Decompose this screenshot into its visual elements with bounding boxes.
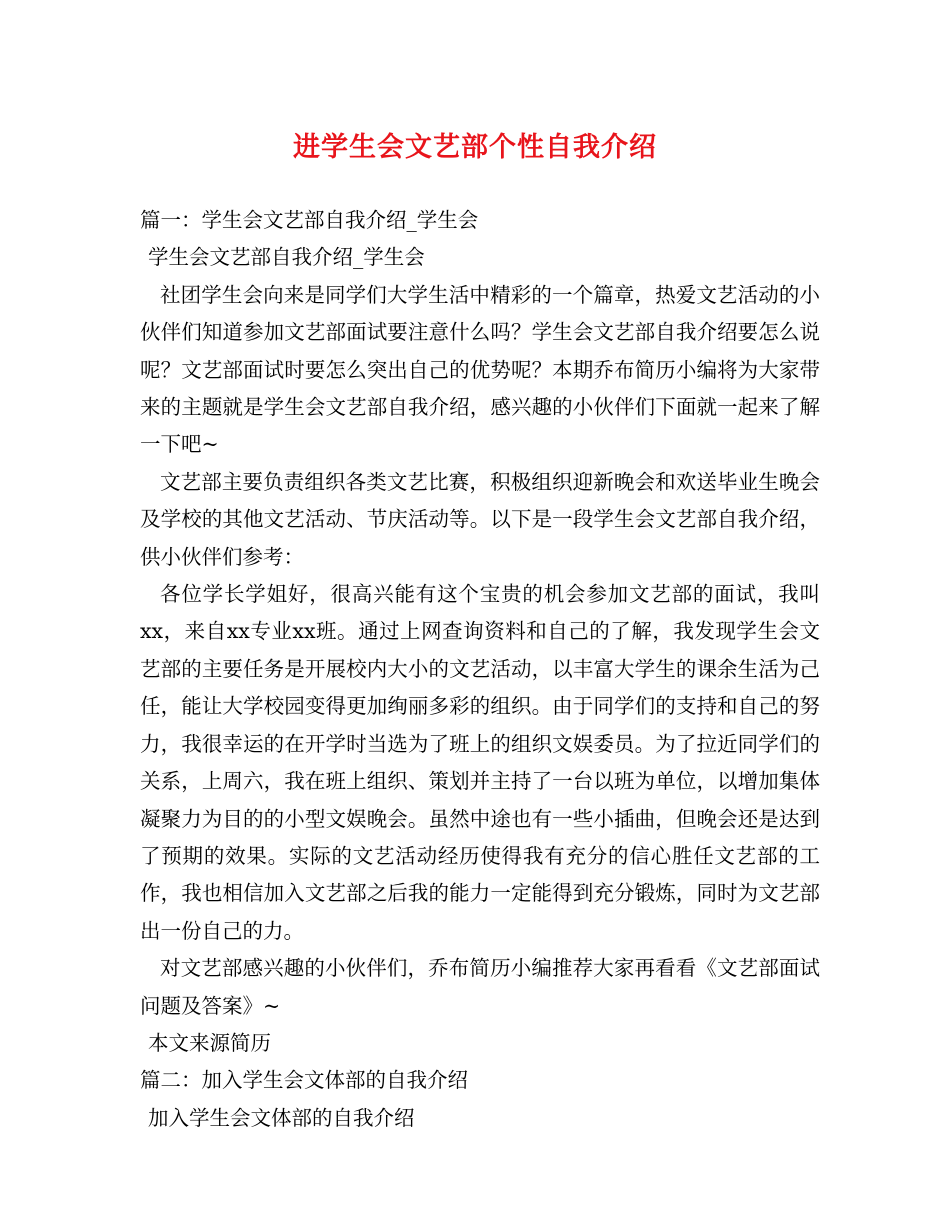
paragraph-department-duties: 文艺部主要负责组织各类文艺比赛，积极组织迎新晚会和欢送毕业生晚会及学校的其他文艺活动、节庆活动等。以下是一段学生会文艺部自我介绍，供小伙伴们参考：	[140, 469, 820, 569]
document-title: 进学生会文艺部个性自我介绍	[293, 132, 657, 163]
article-subtitle-2: 加入学生会文体部的自我介绍	[148, 1105, 415, 1130]
paragraph-recommendation: 对文艺部感兴趣的小伙伴们，乔布简历小编推荐大家再看看《文艺部面试问题及答案》~	[140, 956, 820, 1018]
section-heading-2: 篇二：加入学生会文体部的自我介绍	[140, 1068, 468, 1093]
paragraph-intro: 社团学生会向来是同学们大学生活中精彩的一个篇章，热爱文艺活动的小伙伴们知道参加文艺部面试要注意什么吗？学生会文艺部自我介绍要怎么说呢？文艺部面试时要怎么突出自己的优势呢？本期乔布简历小编将为大家带来的主题就是学生会文艺部自我介绍，感兴趣的小伙伴们下面就一起来了解一下吧~	[140, 282, 820, 457]
paragraph-self-introduction: 各位学长学姐好，很高兴能有这个宝贵的机会参加文艺部的面试，我叫xx，来自xx专业xx班。通过上网查询资料和自己的了解，我发现学生会文艺部的主要任务是开展校内大小的文艺活动，以丰富大学生的课余生活为己任，能让大学校园变得更加绚丽多彩的组织。由于同学们的支持和自己的努力，我很幸运的在开学时当选为了班上的组织文娱委员。为了拉近同学们的关系，上周六，我在班上组织、策划并主持了一台以班为单位，以增加集体凝聚力为目的的小型文娱晚会。虽然中途也有一些小插曲，但晚会还是达到了预期的效果。实际的文艺活动经历使得我有充分的信心胜任文艺部的工作，我也相信加入文艺部之后我的能力一定能得到充分锻炼，同时为文艺部出一份自己的力。	[140, 582, 820, 943]
source-note: 本文来源简历	[148, 1030, 271, 1055]
section-heading-1: 篇一：学生会文艺部自我介绍_学生会	[140, 208, 479, 232]
article-subtitle-1: 学生会文艺部自我介绍_学生会	[148, 245, 425, 270]
document-body	[140, 202, 820, 1137]
